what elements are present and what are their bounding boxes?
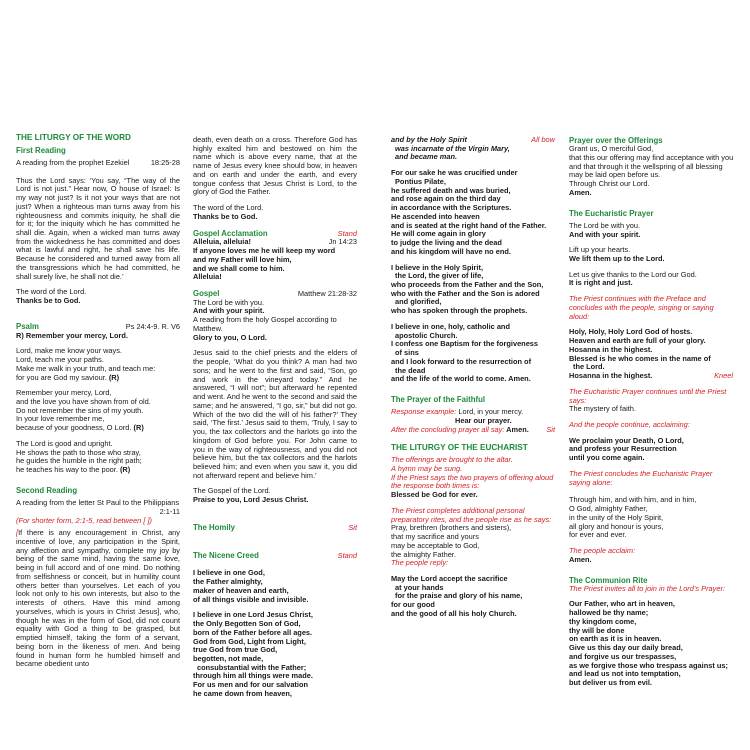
lords-prayer: Our Father, who art in heaven, hallowed be thy name; thy kingdom come, thy will be done on earth as it is in heaven. Give us this day our daily bread, and forgive us our trespasses, as we forgive those who trespass against us; and lead us not into temptation, but deliver us from evil. xyxy=(569,599,728,688)
first-reading-ref: 18:25-28 xyxy=(150,157,180,167)
gospel-heading: Gospel xyxy=(193,289,220,299)
creed-block-1: I believe in one God, the Father almighty, maker of heaven and earth, of all things visible and invisible. xyxy=(193,568,309,604)
rubric-prayer-continues: The Eucharistic Prayer continues until the Priest says: xyxy=(569,386,727,405)
first-reading-heading: First Reading xyxy=(16,145,66,155)
psalm-stanza-3: The Lord is good and upright. He shows the path to those who stray, he guides the humble in the right path; he teaches his way to the poor. (R) xyxy=(16,438,142,475)
first-reading-intro: A reading from the prophet Ezekiel xyxy=(16,157,130,167)
gospel-end-response: Praise to you, Lord Jesus Christ. xyxy=(193,495,309,505)
offerings-prayer-heading: Prayer over the Offerings xyxy=(569,136,663,145)
communion-rite-heading: The Communion Rite xyxy=(569,575,648,585)
posture-kneel: Kneel xyxy=(714,371,733,381)
rubric-hymn: A hymn may be sung. xyxy=(391,463,463,473)
gospel-greeting-response: And with your spirit. xyxy=(193,306,265,316)
gospel-end: The Gospel of the Lord. xyxy=(193,486,271,496)
acclamation-text: If anyone loves me he will keep my word and my Father will love him, and we shall come to him. Alleluia! xyxy=(193,246,336,282)
creed-block-5: I believe in one, holy, catholic and apostolic Church. I confess one Baptism for the forgiveness of sins and I look forward to the resurrection of the dead and the life of the world to come. Amen. xyxy=(391,321,539,384)
liturgy-of-word-title: THE LITURGY OF THE WORD xyxy=(16,133,131,142)
memorial-acclamation: We proclaim your Death, O Lord, and profess your Resurrection until you come again. xyxy=(569,435,684,463)
column-4 xyxy=(569,136,733,688)
second-reading-response: Thanks be to God. xyxy=(193,211,258,221)
dialogue-2-response: We lift them up to the Lord. xyxy=(569,253,665,263)
second-reading-continuation: death, even death on a cross. Therefore God has highly exalted him and bestowed on him the name which is above every name, that at the name of Jesus every knee should bow, in heaven and on earth and under the earth, and every tongue confess that Jesus Christ is Lord, to the glory of God the Father. xyxy=(193,135,357,197)
first-reading-text: Thus the Lord says: ‘You say, “The way of the Lord is not just.” Hear now, O house of Israel: Is my way not just? Is it not your ways that are not just? When a righteous man turns away from his righteousness and commits iniquity, he shall die for it; for the iniquity which he has committed he shall die. Again, when a wicked man turns away from the wickedness he has committed and does what is lawful and right, he shall save his life. Because he considered and turned away from all the transgressions which he had committed, he shall surely live, he shall not die.’ xyxy=(16,175,180,281)
psalm-response: R) Remember your mercy, Lord. xyxy=(16,330,128,340)
acclamation-ref: Jn 14:23 xyxy=(328,237,357,247)
posture-sit: Sit xyxy=(546,424,555,434)
second-reading-shorter-form: (For shorter form, 2:1-5, read between [ ]) xyxy=(16,515,152,525)
faithful-response: Response example: Lord, in your mercy. xyxy=(391,407,524,417)
liturgy-eucharist-title: THE LITURGY OF THE EUCHARIST xyxy=(391,443,528,453)
mystery-of-faith: The mystery of faith. xyxy=(569,404,636,414)
creed-block-4: I believe in the Holy Spirit, the Lord, the giver of life, who proceeds from the Father and the Son, who with the Father and the Son is adored and glorified, who has spoken through the prophets. xyxy=(391,262,544,316)
faithful-conclusion: After the concluding prayer all say: Amen. Sit xyxy=(391,424,555,434)
posture-bow: All bow xyxy=(531,135,555,144)
gospel-text: Jesus said to the chief priests and the elders of the people, ‘What do you think? A man had two sons; and he went to the first and said, “Son, go and work in the vineyard today.” And he answered, “I will not”; but afterward he repented and went. And he went to the second and said the same; and he answered, “I go, sir,” but did not go. Which of the two did the will of his father?’ They said, ‘The first.’ Jesus said to them, ‘Truly, I say to you, the tax collectors and the harlots go into the kingdom of God before you. For John came to you in the way of righteousness, and you did not believe him, but the tax collectors and the harlots believed him; and even when you saw it, you did not afterward repent and believe him.’ xyxy=(193,348,357,480)
rubric-preparatory: The Priest completes additional personal preparatory rites, and the people rise as he says: xyxy=(391,505,552,524)
offerings-prayer-text: Grant us, O merciful God, that this our offering may find acceptance with you and that through it the wellspring of all blessing may be laid open before us. Through Christ our Lord. xyxy=(569,144,734,189)
second-reading-ref: 2:1-11 xyxy=(159,506,180,516)
sanctus: Holy, Holy, Holy Lord God of hosts. Heaven and earth are full of your glory. Hosanna in the highest. Blessed is he who comes in the name of the Lord. xyxy=(569,327,711,372)
psalm-stanza-2: Remember your mercy, Lord, and the love you have shown from of old. Do not remember the sins of my youth. In your love remember me, because of your goodness, O Lord. (R) xyxy=(16,388,151,433)
psalm-heading: Psalm xyxy=(16,321,39,331)
gospel-announce: A reading from the holy Gospel according to Matthew. xyxy=(193,315,337,333)
rubric-preface: The Priest continues with the Preface and concludes with the people, singing or saying aloud: xyxy=(569,294,714,321)
creed-heading: The Nicene Creed xyxy=(193,550,259,560)
dialogue-3-response: It is right and just. xyxy=(569,278,633,288)
posture-sit: Sit xyxy=(348,522,357,532)
creed-incarnation-2: was incarnate of the Virgin Mary, xyxy=(395,143,510,153)
second-reading-text: [If there is any encouragement in Christ, any incentive of love, any participation in the Spirit, any affection and sympathy, complete my joy by being of the same mind, having the same love, being in full accord and of one mind. Do nothing from selfishness or conceit, but in humility count others better than yourselves. Let each of you look not only to his own interests, but also to the interests of others. Have this mind among yourselves, which is yours in Christ Jesus], who, though he was in the form of God, did not count equality with God a thing to be grasped, but emptied himself, taking the form of a servant, being born in the likeness of men. And being found in human form he humbled himself and became obedient unto xyxy=(16,528,180,669)
dialogue-2: Lift up your hearts. xyxy=(569,245,631,255)
second-reading-heading: Second Reading xyxy=(16,485,78,495)
dialogue-1-response: And with your spirit. xyxy=(569,229,641,239)
psalm-ref: Ps 24:4-9. R. V6 xyxy=(125,321,180,331)
first-reading-response: Thanks be to God. xyxy=(16,296,81,306)
creed-incarnation: and by the Holy Spirit xyxy=(391,135,467,144)
doxology: Through him, and with him, and in him, O God, almighty Father, in the unity of the Holy Spirit, all glory and honour is yours, for ever and ever. xyxy=(569,495,697,540)
creed-incarnation-3: and became man. xyxy=(395,152,458,162)
posture-stand: Stand xyxy=(337,550,357,560)
rubric-two-prayers: If the Priest says the two prayers of offering aloud the response both times is: xyxy=(391,472,554,491)
prayer-faithful-heading: The Prayer of the Faithful xyxy=(391,395,486,405)
gospel-announce-response: Glory to you, O Lord. xyxy=(193,332,267,342)
creed-block-3: For our sake he was crucified under Pontius Pilate, he suffered death and was buried, and rose again on the third day in accordance with the Scriptures. He ascended into heaven and is seated at the right hand of the Father. He will come again in glory to judge the living and the dead and his kingdom will have no end. xyxy=(391,168,547,256)
blessed-be-god: Blessed be God for ever. xyxy=(391,490,478,500)
great-amen: Amen. xyxy=(569,554,592,564)
gospel-greeting: The Lord be with you. xyxy=(193,297,265,307)
alleluia: Alleluia, alleluia! xyxy=(193,237,251,247)
column-3 xyxy=(391,136,555,619)
second-reading-end: The word of the Lord. xyxy=(193,203,264,213)
psalm-stanza-1: Lord, make me know your ways. Lord, teach me your paths. Make me walk in your truth, and teach me: for you are God my saviour. (R) xyxy=(16,346,156,382)
dialogue-1: The Lord be with you. xyxy=(569,220,641,230)
dialogue-3: Let us give thanks to the Lord our God. xyxy=(569,269,697,279)
rubric-lords-prayer: The Priest invites all to join in the Lord’s Prayer: xyxy=(569,583,725,593)
posture-stand: Stand xyxy=(337,228,357,238)
eucharistic-prayer-heading: The Eucharistic Prayer xyxy=(569,208,654,218)
offerings-amen: Amen. xyxy=(569,187,592,197)
faithful-people-response: Hear our prayer. xyxy=(455,416,512,426)
rubric-people-acclaim: The people acclaim: xyxy=(569,546,636,556)
may-the-lord-accept: May the Lord accept the sacrifice at your hands for the praise and glory of his name, for our good and the good of all his holy Church. xyxy=(391,573,523,618)
gospel-ref: Matthew 21:28-32 xyxy=(297,289,357,299)
first-reading-end: The word of the Lord. xyxy=(16,287,87,297)
second-reading-intro: A reading from the letter St Paul to the Philippians xyxy=(16,498,180,508)
hosanna: Hosanna in the highest. xyxy=(569,371,653,381)
column-2 xyxy=(193,136,357,699)
creed-block-2: I believe in one Lord Jesus Christ, the Only Begotten Son of God, born of the Father before all ages. God from God, Light from Light, true God from true God, begotten, not made, consubstantial with the Father; through him all things were made. For us men and for our salvation he came down from heaven, xyxy=(193,610,313,698)
homily-heading: The Homily xyxy=(193,522,236,532)
gospel-acclamation-heading: Gospel Acclamation xyxy=(193,228,268,238)
pray-brethren: Pray, brethren (brothers and sisters), that my sacrifice and yours may be acceptable to God, the almighty Father. xyxy=(391,523,512,559)
column-1 xyxy=(16,133,180,669)
rubric-people-reply: The people reply: xyxy=(391,558,449,568)
rubric-concludes: The Priest concludes the Eucharistic Prayer saying alone: xyxy=(569,468,713,487)
rubric-offerings: The offerings are brought to the altar. xyxy=(391,455,513,465)
rubric-acclaiming: And the people continue, acclaiming: xyxy=(569,420,690,429)
